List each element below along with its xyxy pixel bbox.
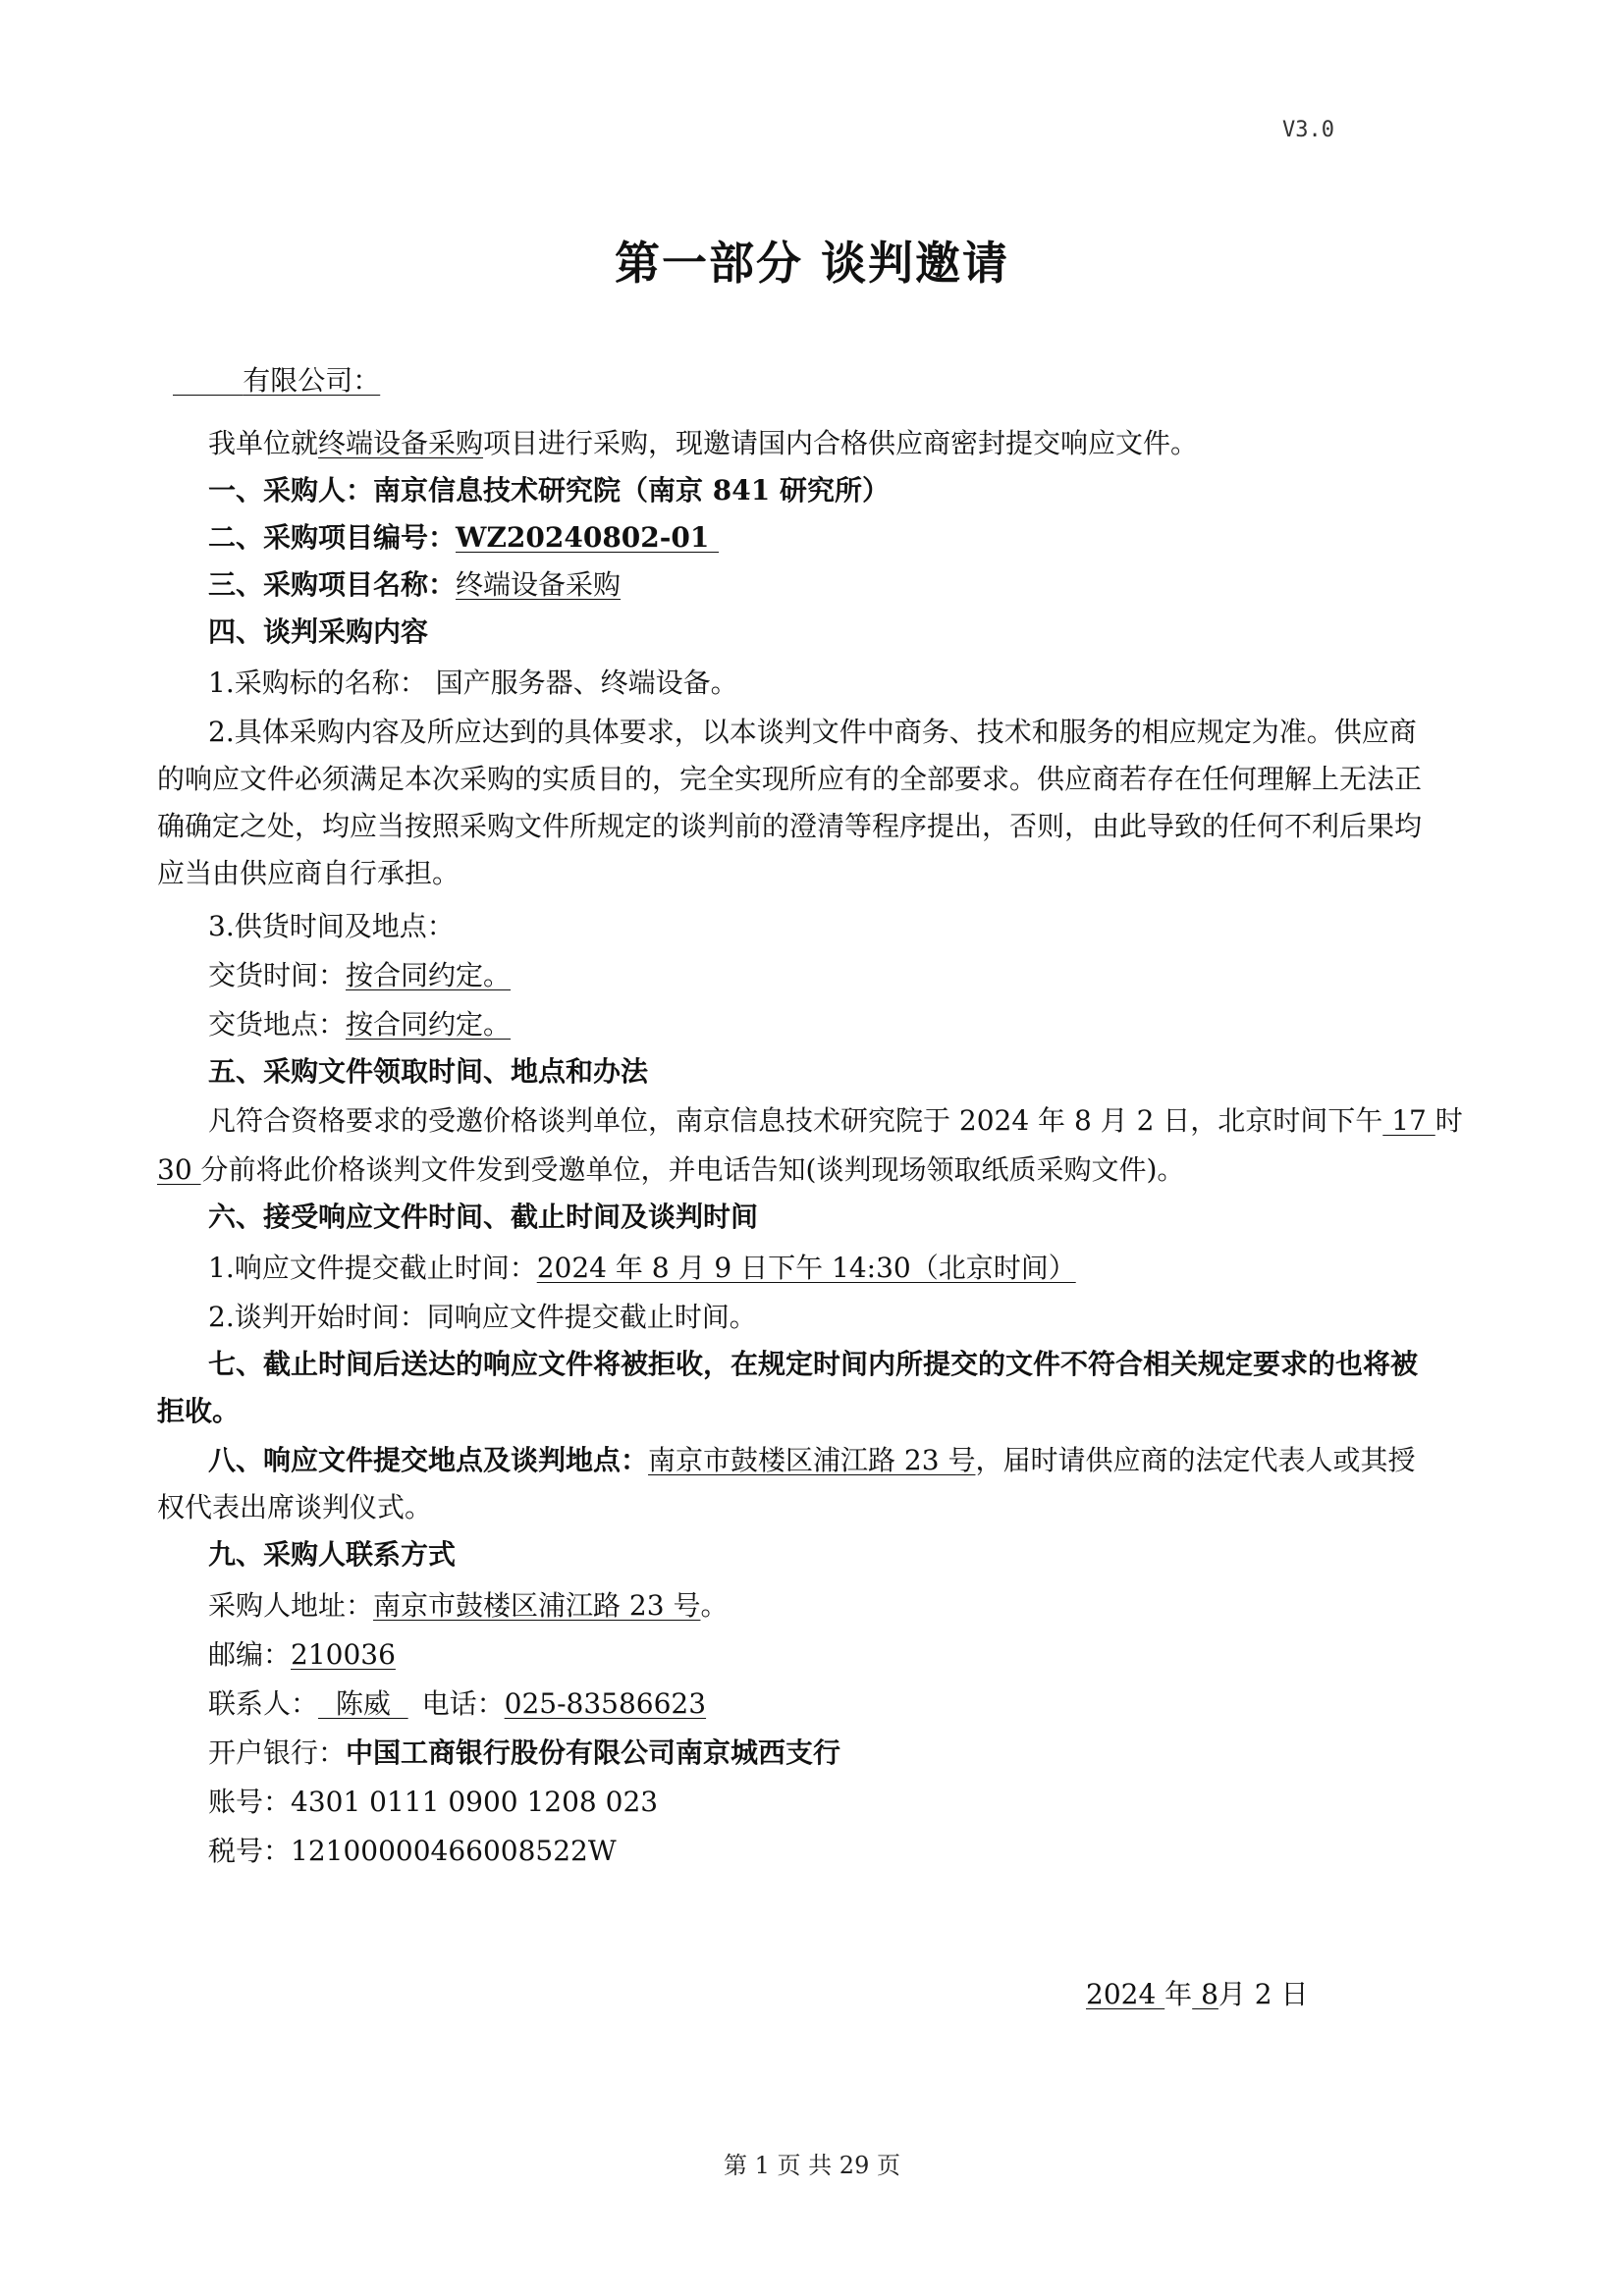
page-footer: 第 1 页 共 29 页 [724, 2152, 900, 2179]
zip-label: 邮编： [208, 1638, 292, 1671]
addressee-line [173, 357, 380, 404]
address-value: 南京市鼓楼区浦江路 23 号 [373, 1589, 701, 1622]
requirements-line-4: 应当由供应商自行承担。 [157, 857, 460, 889]
procurement-item-name: 1.采购标的名称： 国产服务器、终端设备。 [208, 667, 738, 699]
purchaser-line [208, 467, 890, 514]
delivery-time-line [208, 952, 511, 999]
account-line: 账号：4301 0111 0900 1208 023 [208, 1786, 659, 1818]
date-year-unit: 年 [1164, 1978, 1193, 2010]
phone-label: 电话： [421, 1687, 505, 1720]
deadline-label: 1.响应文件提交截止时间： [208, 1252, 537, 1284]
requirements-line-3: 确确定之处，均应当按照采购文件所规定的谈判前的澄清等程序提出，否则，由此导致的任何不利后果均 [157, 810, 1423, 842]
date-month: 8 [1192, 1978, 1218, 2010]
negotiation-start-line: 2.谈判开始时间：同响应文件提交截止时间。 [208, 1301, 757, 1333]
delivery-place-line [208, 1001, 511, 1048]
collection-pre: 凡符合资格要求的受邀价格谈判单位，南京信息技术研究院于 2024 年 8 月 2 日，北京时间下午 [208, 1104, 1383, 1137]
section-5-heading: 五、采购文件领取时间、地点和办法 [208, 1055, 649, 1088]
collection-hour: 17 [1382, 1104, 1435, 1137]
version-label: V3.0 [1282, 118, 1334, 142]
intro-project: 终端设备采购 [318, 427, 484, 459]
purchaser-label: 一、采购人： [208, 474, 374, 507]
collection-post: 分前将此价格谈判文件发到受邀单位，并电话告知(谈判现场领取纸质采购文件)。 [200, 1153, 1185, 1186]
project-name-value: 终端设备采购 [456, 568, 622, 601]
section-6-heading: 六、接受响应文件时间、截止时间及谈判时间 [208, 1201, 759, 1233]
project-number-label: 二、采购项目编号： [208, 521, 457, 554]
project-name-line [208, 561, 621, 609]
collection-line-2 [157, 1147, 1184, 1194]
delivery-time-label: 交货时间： [208, 959, 347, 991]
purchaser-address-line [208, 1582, 728, 1629]
page-title: 第一部分 谈判邀请 [614, 237, 1009, 290]
date-rest: 月 2 日 [1218, 1978, 1309, 2010]
deadline-value: 2024 年 8 月 9 日下午 14:30（北京时间） [536, 1252, 1076, 1284]
project-name-label: 三、采购项目名称： [208, 568, 457, 601]
addressee-blank [173, 364, 243, 397]
section-7-line-2: 拒收。 [157, 1395, 241, 1427]
bank-label: 开户银行： [208, 1736, 347, 1769]
address-label: 采购人地址： [208, 1589, 374, 1622]
date-year: 2024 [1086, 1978, 1165, 2010]
collection-hour-unit: 时 [1435, 1104, 1463, 1137]
address-end: 。 [700, 1589, 729, 1622]
submission-place: 南京市鼓楼区浦江路 23 号 [648, 1444, 976, 1476]
section-7-line-1: 七、截止时间后送达的响应文件将被拒收，在规定时间内所提交的文件不符合相关规定要求的也将被 [208, 1348, 1419, 1380]
contact-line [208, 1681, 706, 1728]
delivery-place-value: 按合同约定。 [346, 1008, 512, 1041]
requirements-line-2: 的响应文件必须满足本次采购的实质目的，完全实现所应有的全部要求。供应商若存在任何理解上无法正 [157, 763, 1423, 795]
tax-line: 税号：12100000466008522W [208, 1835, 617, 1867]
deadline-line [208, 1245, 1076, 1292]
collection-line-1 [208, 1097, 1463, 1145]
bank-value: 中国工商银行股份有限公司南京城西支行 [346, 1736, 841, 1769]
phone-value: 025-83586623 [504, 1687, 707, 1720]
contact-label: 联系人： [208, 1687, 319, 1720]
supply-time-place: 3.供货时间及地点： [208, 910, 455, 942]
intro-post: 项目进行采购，现邀请国内合格供应商密封提交响应文件。 [483, 427, 1199, 459]
contact-name: 陈威 [318, 1687, 408, 1720]
section-9-heading: 九、采购人联系方式 [208, 1538, 457, 1571]
purchaser-value: 南京信息技术研究院（南京 841 研究所） [373, 474, 890, 507]
section-8-post: ，届时请供应商的法定代表人或其授 [975, 1444, 1416, 1476]
section-4-heading: 四、谈判采购内容 [208, 615, 429, 648]
delivery-place-label: 交货地点： [208, 1008, 347, 1041]
collection-minute: 30 [157, 1153, 201, 1186]
intro-paragraph [208, 420, 1198, 467]
zip-line [208, 1631, 396, 1679]
addressee-company: 有限公司： [243, 364, 381, 397]
intro-pre: 我单位就 [208, 427, 319, 459]
bank-line [208, 1730, 840, 1777]
delivery-time-value: 按合同约定。 [346, 959, 512, 991]
project-number-line [208, 514, 719, 561]
signature-date [1086, 1971, 1309, 2018]
section-8-line-1 [208, 1437, 1415, 1484]
section-8-line-2: 权代表出席谈判仪式。 [157, 1491, 433, 1523]
project-number-value: WZ20240802-01 [456, 521, 720, 554]
requirements-line-1: 2.具体采购内容及所应达到的具体要求，以本谈判文件中商务、技术和服务的相应规定为准。供应商 [208, 716, 1417, 748]
section-8-label: 八、响应文件提交地点及谈判地点： [208, 1444, 649, 1476]
zip-value: 210036 [291, 1638, 396, 1671]
